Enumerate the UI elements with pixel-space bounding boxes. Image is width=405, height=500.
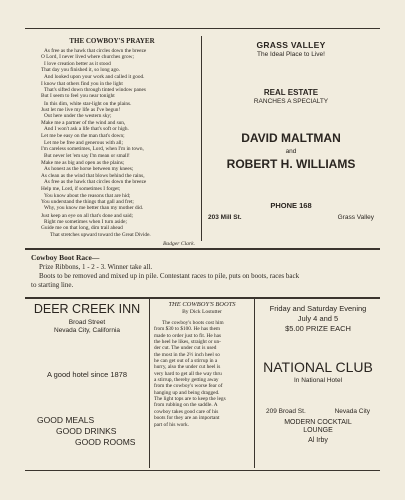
article-body xyxy=(154,320,252,428)
inn-city: Nevada City, California xyxy=(54,327,120,334)
poem-line: You know about the reasons that are hid; xyxy=(44,192,131,199)
poem-line: As free as the hawk that circles down the breeze xyxy=(44,178,147,185)
poem-title: THE COWBOY'S PRAYER xyxy=(69,37,155,45)
poem-line: That's sifted down through tinted window panes xyxy=(44,87,146,94)
poem-line: Right me sometimes when I turn aside; xyxy=(44,218,127,225)
article-line: hurry, also the under cut heel is xyxy=(154,364,221,371)
club-address: 209 Broad St. xyxy=(266,408,306,415)
poem-line: But never let 'em say I'm mean or small! xyxy=(44,152,130,159)
inn-since: A good hotel since 1878 xyxy=(46,370,128,379)
poem-line: O Lord, I never lived where churches grow; xyxy=(41,54,134,61)
inn-rooms: GOOD ROOMS xyxy=(75,437,136,447)
inn-street: Broad Street xyxy=(68,319,106,326)
inn-name: DEER CREEK INN xyxy=(33,302,141,316)
club-feature-1: MODERN COCKTAIL xyxy=(284,419,352,426)
poem-line: That day you finished it, so long ago. xyxy=(41,67,121,74)
article-line: from $30 to $100. He has them xyxy=(154,326,221,333)
ad-name-2: ROBERT H. WILLIAMS xyxy=(226,157,356,171)
bottom-column-divider-right xyxy=(254,299,255,468)
article-line: The cowboy's boots cost him xyxy=(162,320,224,326)
article-line: boots for they are an important xyxy=(154,415,220,422)
poem-line: As clean as the wind that blows behind the rains, xyxy=(41,172,145,179)
club-name: NATIONAL CLUB xyxy=(263,359,373,375)
club-proprietor: Al Irby xyxy=(308,437,328,444)
poem-line: Help me, Lord, if sometimes I forget; xyxy=(41,186,121,193)
event-heading: Cowboy Boot Race— xyxy=(31,253,100,262)
article-line: very hard to get all the way thru xyxy=(154,370,222,377)
article-line: from the cowboy's worse fear of xyxy=(154,383,223,390)
inn-drinks: GOOD DRINKS xyxy=(56,426,117,436)
deer-creek-inn-ad xyxy=(27,300,147,447)
inn-meals: GOOD MEALS xyxy=(37,415,95,425)
ads-top-border-line xyxy=(25,297,380,299)
poem-line: Let me be easy on the man that's down; xyxy=(41,133,125,140)
poem-line: You understand the things that gall and fret; xyxy=(41,198,134,205)
poem-line: In this dim, white star-light on the plains. xyxy=(44,100,132,107)
ad-phone: PHONE 168 xyxy=(270,201,312,210)
article-line: he can get out of a stirrup in a xyxy=(154,358,218,365)
event-rules-line-2: to starting line. xyxy=(31,281,74,289)
article-line: der cut. The under cut is used xyxy=(154,345,217,352)
top-border-line xyxy=(25,28,380,29)
poem-author: Badger Clark. xyxy=(162,240,195,247)
poem-line: Make me as big and open as the plains; xyxy=(41,159,125,166)
event-rules-line-1: Boots to be removed and mixed up in pile. Contestant races to pile, puts on boots, races back xyxy=(39,272,300,280)
ad-and: and xyxy=(285,148,297,155)
poem-line: And looked upon your work and called it good. xyxy=(44,74,145,81)
bottom-border-line xyxy=(25,470,380,471)
poem-line: Just let me live my life as I've begun! xyxy=(41,107,121,114)
article-line: the heel he likes, straight or un- xyxy=(154,339,221,346)
club-feature-2: LOUNGE xyxy=(303,427,333,434)
article-line: a stirrup, thereby getting away xyxy=(154,377,219,384)
club-prize: $5.00 PRIZE EACH xyxy=(285,324,351,333)
ad-address: 203 Mill St. xyxy=(208,214,242,221)
poem-line: I know that others find you in the light xyxy=(41,80,123,87)
boot-race-event xyxy=(31,253,381,290)
mid-border-line xyxy=(25,248,380,250)
article-line: The light tops are to keep the legs xyxy=(154,396,226,403)
article-line: made to order just to fit. He has xyxy=(154,332,222,339)
ad-name-1: DAVID MALTMAN xyxy=(241,131,341,145)
article-byline: By Dick Lostutter xyxy=(182,309,222,315)
poem-line: As free as the hawk that circles down the breeze xyxy=(44,48,147,54)
ad-specialty: RANCHES A SPECIALTY xyxy=(253,98,329,105)
poem-line: And I won't ask a life that's soft or high. xyxy=(44,126,129,133)
club-location: In National Hotel xyxy=(293,377,343,384)
article-line: the most in the 2½ inch heel so xyxy=(154,351,220,358)
poem-line: Let me be free and generous with all; xyxy=(44,139,123,146)
ad-business: REAL ESTATE xyxy=(263,88,319,97)
poem-line: Just keep an eye on all that's done and said; xyxy=(41,212,134,219)
poem-line: Out here under the western sky; xyxy=(44,113,112,120)
article-line: from rubbing on the saddle. A xyxy=(154,402,218,409)
article-line: part of his work. xyxy=(154,421,190,428)
bottom-column-divider-left xyxy=(149,299,150,468)
club-event-line-2: July 4 and 5 xyxy=(297,314,339,323)
article-line: hanging up and being dragged. xyxy=(154,389,220,396)
club-city: Nevada City xyxy=(334,408,370,415)
poem-line: I'm careless sometimes, Lord, when I'm in town, xyxy=(41,146,144,153)
poem-body xyxy=(41,48,197,238)
poem-line: Why, you know me better than my mother did. xyxy=(44,205,144,212)
ad-tagline: The Ideal Place to Live! xyxy=(257,51,325,58)
article-line: cowboy takes good care of his xyxy=(154,408,219,415)
club-event-line-1: Friday and Saturday Evening xyxy=(269,304,367,313)
poem-line: I love creation better as it stood xyxy=(44,60,111,67)
poem-line: Guide me on that long, dim trail ahead xyxy=(41,225,123,232)
ad-town: GRASS VALLEY xyxy=(256,40,326,50)
poem-line: As honest as the horse between my knees; xyxy=(44,166,134,173)
event-prizes: Prize Ribbons, 1 - 2 - 3. Winner take all. xyxy=(39,263,153,271)
cowboys-prayer-poem xyxy=(27,37,197,247)
poem-line: But I seem to feel you near tonight xyxy=(41,93,115,100)
national-club-ad xyxy=(256,300,380,444)
article-title: THE COWBOY'S BOOTS xyxy=(168,301,236,308)
poem-line: Make me a partner of the wind and sun, xyxy=(41,119,126,126)
grass-valley-ad xyxy=(202,36,380,224)
poem-line: That stretches upward toward the Great Divide. xyxy=(50,231,151,238)
cowboys-boots-article xyxy=(152,301,252,428)
ad-city: Grass Valley xyxy=(337,214,374,221)
